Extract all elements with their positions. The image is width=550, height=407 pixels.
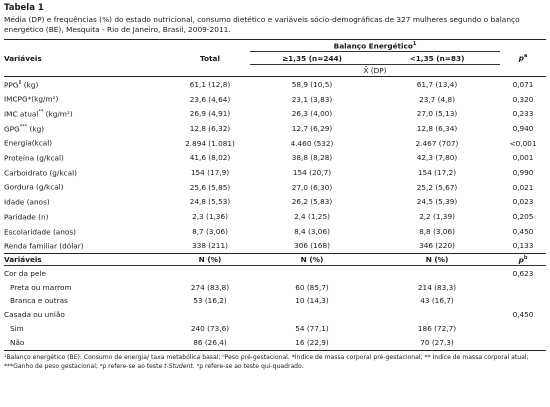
cell-p: 0,940	[512, 123, 534, 133]
row-label: Cor da pele	[4, 268, 46, 278]
table-row	[4, 180, 546, 195]
row-label: Branca e outras	[10, 296, 68, 306]
cell-low	[374, 266, 500, 280]
row-label: Sim	[10, 324, 24, 334]
categorical-rows	[4, 266, 546, 350]
table-row	[4, 308, 546, 322]
sec2-header-low: N (%)	[374, 254, 500, 266]
cell-p: 0,021	[512, 182, 534, 192]
cell-low: 214 (83,3)	[417, 282, 457, 292]
row-label: Gordura (g/kcal)	[4, 182, 64, 192]
cell-low: 61,7 (13,4)	[416, 79, 458, 89]
footnote-line-2: ***Ganho de peso gestacional; ᵃp refere-se ao teste t-Student. ᵇp refere-se ao teste qui-quadrado.	[4, 362, 304, 370]
header-row-columns	[4, 52, 546, 65]
cell-total: 2,3 (1,36)	[192, 212, 228, 222]
cell-high: 4.460 (532)	[290, 138, 334, 148]
cell-p: 0,450	[512, 310, 534, 320]
cell-total: 26,9 (4,91)	[189, 109, 231, 119]
cell-low	[374, 308, 500, 322]
cell-low: 2,2 (1,39)	[419, 212, 455, 222]
cell-high: 23,1 (3,83)	[291, 94, 333, 104]
table-row	[4, 209, 546, 224]
sec2-header-p: $p^b$	[500, 254, 546, 266]
col-header-low: <1,35 (n=83)	[374, 52, 500, 65]
cell-p	[500, 294, 546, 308]
group-header: Balanço Energético$^1$	[250, 40, 500, 52]
cell-p: 0,001	[512, 153, 534, 163]
row-label: Energia(kcal)	[4, 138, 53, 148]
header-row-mean	[4, 65, 546, 77]
cell-high: 26,2 (5,83)	[291, 197, 333, 207]
cell-high: 58,9 (10,5)	[291, 79, 333, 89]
cell-p	[500, 322, 546, 336]
cell-p: 0,320	[512, 94, 534, 104]
cell-high: 306 (168)	[294, 241, 330, 251]
cell-p: 0,023	[512, 197, 534, 207]
row-label: Não	[10, 338, 25, 348]
table-row	[4, 294, 546, 308]
cell-low: 27,0 (5,13)	[416, 109, 458, 119]
cell-high: 54 (77,1)	[295, 324, 329, 334]
table-row	[4, 322, 546, 336]
cell-high: 27,0 (6,30)	[291, 182, 333, 192]
cell-low: 23,7 (4,8)	[419, 94, 455, 104]
cell-low: 42,3 (7,80)	[416, 153, 458, 163]
cell-high: 2,4 (1,25)	[294, 212, 330, 222]
sec2-header-variables: Variáveis	[4, 254, 170, 266]
row-label: Escolaridade (anos)	[4, 226, 77, 236]
cell-low: 24,5 (5,39)	[416, 197, 458, 207]
table-row	[4, 195, 546, 210]
table-row	[4, 92, 546, 107]
cell-low: 154 (17,2)	[417, 167, 457, 177]
header-row-group	[4, 40, 546, 52]
cell-low: 12,8 (6,34)	[416, 123, 458, 133]
row-label: $PPG^{II}$ (kg)	[4, 79, 39, 90]
cell-total: 8,7 (3,06)	[192, 226, 228, 236]
table-row	[4, 336, 546, 350]
table-row	[4, 77, 546, 92]
cell-p: 0,450	[512, 226, 534, 236]
cell-p: 0,233	[512, 109, 534, 119]
mean-label: X̄ (DP)	[250, 65, 500, 77]
cell-total: 61,1 (12,8)	[189, 79, 231, 89]
cell-total: 41,6 (8,02)	[189, 153, 231, 163]
cell-total: 12,8 (6,32)	[189, 123, 231, 133]
sec2-header-high: N (%)	[250, 254, 374, 266]
row-label: Casada ou união	[4, 310, 65, 320]
col-header-high: ≥1,35 (n=244)	[250, 52, 374, 65]
row-label: IMCPG*(kg/m²)	[4, 94, 59, 104]
cell-total: 86 (26,4)	[193, 338, 227, 348]
cell-high: 38,8 (8,28)	[291, 153, 333, 163]
cell-high: 12,7 (6,29)	[291, 123, 333, 133]
cell-p: 0,133	[512, 241, 534, 251]
table-row	[4, 239, 546, 254]
cell-p: 0,990	[512, 167, 534, 177]
cell-p: <0,001	[509, 138, 537, 148]
table-row	[4, 106, 546, 121]
col-header-variables: Variáveis	[4, 53, 42, 63]
cell-total: 25,6 (5,85)	[189, 182, 231, 192]
cell-total: 24,8 (5,53)	[189, 197, 231, 207]
cell-p	[500, 280, 546, 294]
table-footnote	[4, 353, 546, 371]
cell-low: 2.467 (707)	[415, 138, 459, 148]
row-label: Idade (anos)	[4, 197, 50, 207]
cell-high: 26,3 (4,00)	[291, 109, 333, 119]
bottom-rule	[4, 350, 546, 351]
row-label: IMC atual** (kg/m²)	[4, 109, 73, 119]
footnote-line-1: ¹Balanço energético (BE): Consumo de energia/ taxa metabólica basal; ᴵᴵPeso pré-gestacional. *Índice de massa corporal pré-gestacional; ** Índice de massa corporal atual;	[4, 353, 529, 361]
cell-total: 154 (17,9)	[190, 167, 230, 177]
cell-low: 186 (72,7)	[417, 324, 457, 334]
table-label: Tabela 1	[4, 3, 44, 13]
cell-high: 8,4 (3,06)	[294, 226, 330, 236]
sec2-header-total: N (%)	[170, 254, 250, 266]
cell-high: 60 (85,7)	[295, 282, 329, 292]
row-label: Renda familiar (dólar)	[4, 241, 84, 251]
table-row	[4, 136, 546, 151]
cell-high: 154 (20,7)	[292, 167, 332, 177]
cell-total	[170, 266, 250, 280]
table-row	[4, 165, 546, 180]
cell-p: 0,071	[512, 79, 534, 89]
cell-total: 2.894 (1.081)	[185, 138, 235, 148]
cell-total	[170, 308, 250, 322]
cell-low: 346 (220)	[419, 241, 455, 251]
continuous-rows	[4, 77, 546, 254]
row-label: GPG*** (kg)	[4, 123, 45, 134]
cell-high: 16 (22,9)	[295, 338, 329, 348]
cell-high	[250, 308, 374, 322]
section2-header-row	[4, 254, 546, 266]
col-header-total: Total	[200, 53, 220, 63]
cell-p	[500, 336, 546, 350]
cell-high: 10 (14,3)	[295, 296, 329, 306]
cell-total: 23,6 (4,64)	[189, 94, 231, 104]
cell-low: 70 (27,3)	[420, 338, 454, 348]
col-header-p: $p^a$	[518, 53, 528, 63]
cell-low: 43 (16,7)	[420, 296, 454, 306]
cell-p: 0,205	[512, 212, 534, 222]
cell-p: 0,623	[512, 268, 534, 278]
row-label: Preta ou marrom	[10, 282, 72, 292]
cell-total: 338 (211)	[192, 241, 228, 251]
cell-low: 8,8 (3,06)	[419, 226, 455, 236]
cell-total: 274 (83,8)	[190, 282, 230, 292]
row-label: Paridade (n)	[4, 212, 49, 222]
cell-low: 25,2 (5,67)	[416, 182, 458, 192]
row-label: Carboidrato (g/kcal)	[4, 168, 77, 178]
table-caption: Média (DP) e frequências (%) do estado nutricional, consumo dietético e variáveis sócio-demográficas de 327 mulheres segundo o balanço energético (BE), Mesquita - Rio de Janeiro, Brasil, 2009-2011.	[4, 15, 520, 34]
row-label: Proteína (g/kcal)	[4, 153, 64, 163]
table-row	[4, 224, 546, 239]
table-row	[4, 266, 546, 280]
results-table	[4, 40, 546, 350]
table-row	[4, 280, 546, 294]
table-row	[4, 121, 546, 136]
cell-total: 240 (73,6)	[190, 324, 230, 334]
cell-total: 53 (16,2)	[193, 296, 227, 306]
table-row	[4, 150, 546, 165]
cell-high	[250, 266, 374, 280]
